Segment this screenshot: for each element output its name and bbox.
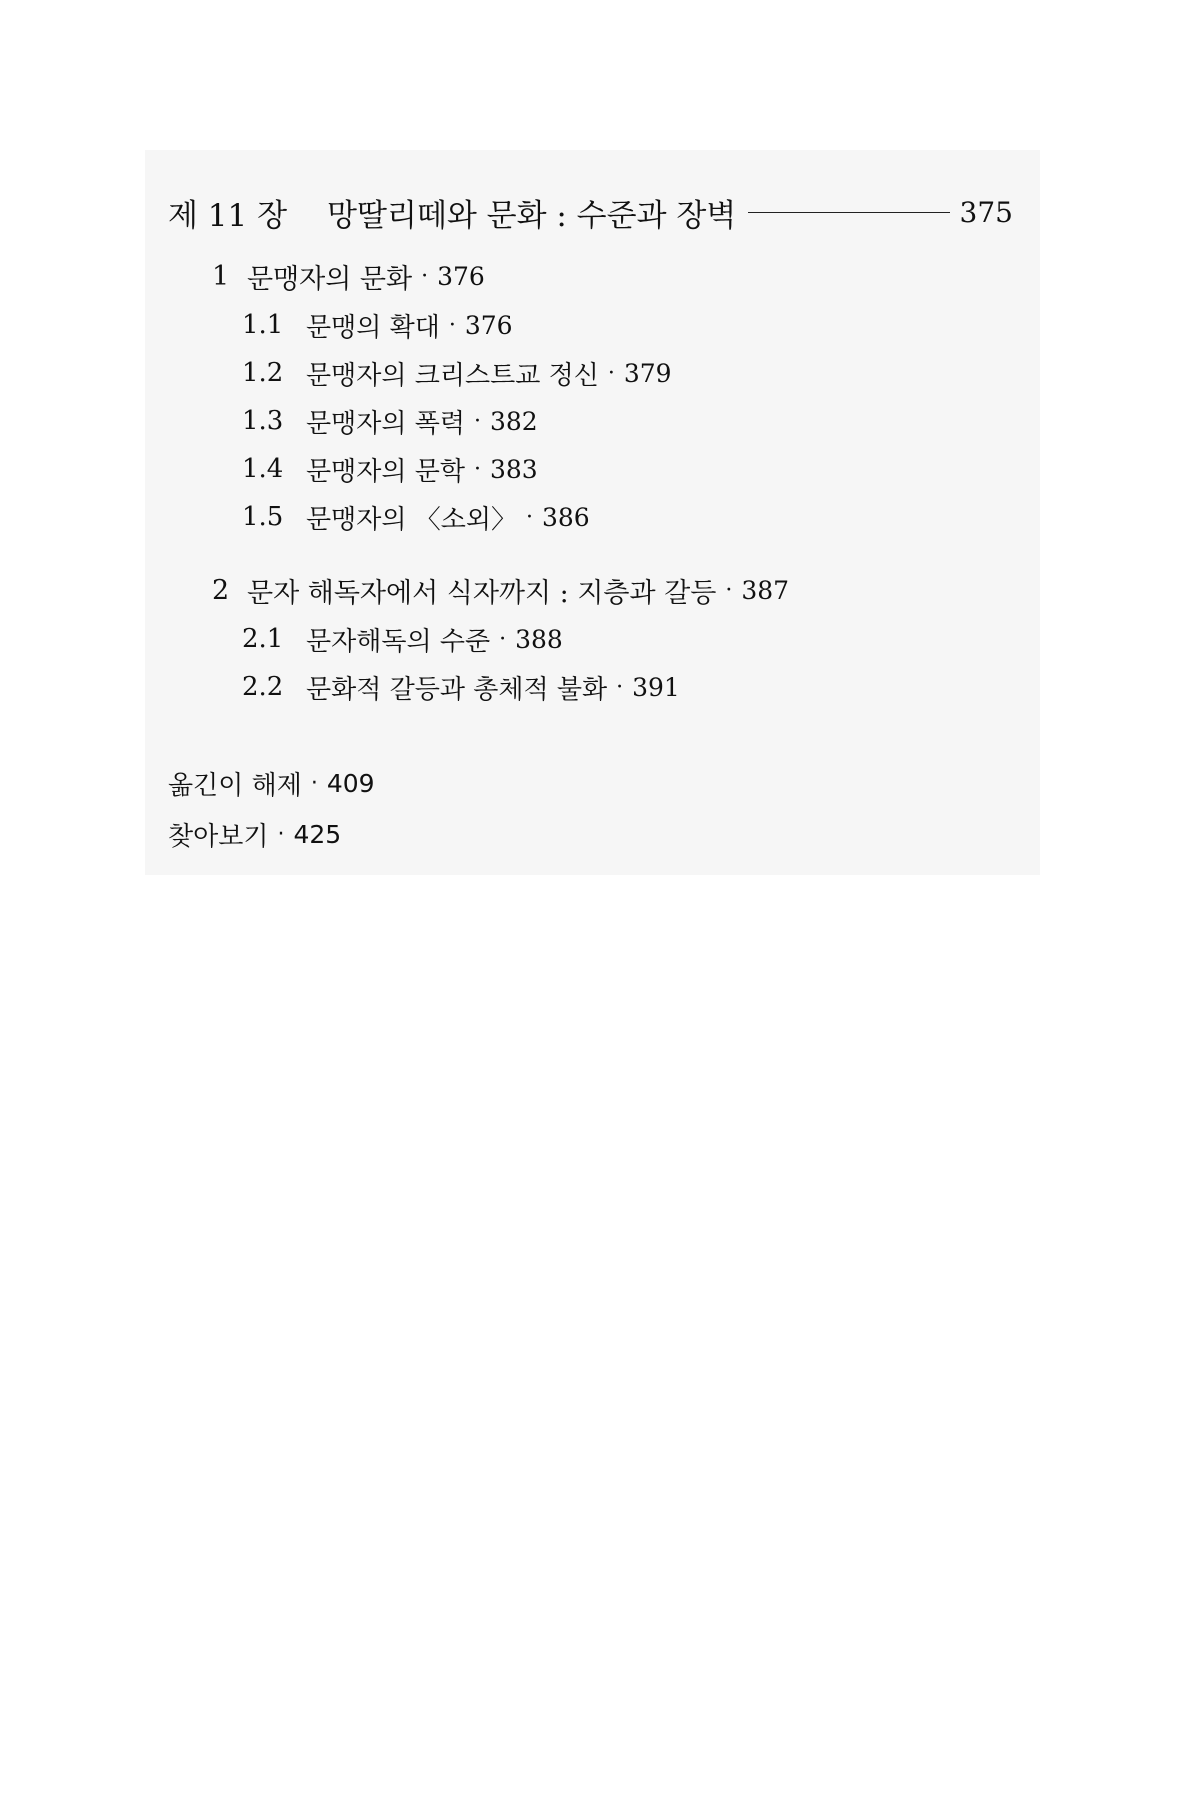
back-matter-page-number: 425 [293, 819, 342, 849]
toc-subsection-1-2[interactable] [242, 353, 672, 393]
subsection-title: 문맹자의 크리스트교 정신 [306, 360, 599, 391]
subsection-number: 2.1 [242, 624, 284, 654]
toc-subsection-2-2[interactable] [242, 667, 680, 707]
toc-translator-commentary[interactable] [168, 763, 375, 803]
subsection-page-number: 376 [464, 310, 513, 340]
chapter-number: 제 11 장 [168, 197, 288, 234]
section-number: 1 [212, 260, 230, 292]
subsection-number: 2.2 [242, 672, 284, 702]
dot-leader-line [748, 212, 949, 213]
subsection-title: 문자해독의 수준 [306, 626, 491, 657]
separator-dot: · [473, 456, 481, 482]
separator-dot: · [725, 577, 733, 603]
section-page-number: 376 [437, 261, 485, 291]
subsection-page-number: 386 [541, 502, 590, 532]
section-title: 문자 해독자에서 식자까지 : 지층과 갈등 [247, 577, 717, 609]
separator-dot: · [525, 504, 533, 530]
separator-dot: · [448, 312, 456, 338]
chapter-title: 망딸리떼와 문화 : 수준과 장벽 [327, 197, 737, 234]
subsection-page-number: 382 [489, 406, 538, 436]
separator-dot: · [421, 263, 429, 289]
subsection-number: 1.4 [242, 454, 284, 484]
subsection-title: 문맹의 확대 [306, 312, 440, 343]
chapter-heading[interactable] [168, 188, 1013, 236]
subsection-page-number: 383 [489, 454, 538, 484]
separator-dot: · [616, 674, 624, 700]
section-title: 문맹자의 문화 [247, 263, 413, 295]
section-page-number: 387 [741, 575, 790, 605]
separator-dot: · [473, 408, 481, 434]
section-number: 2 [212, 574, 230, 606]
subsection-number: 1.3 [242, 406, 284, 436]
toc-section-1[interactable] [212, 256, 485, 296]
toc-index[interactable] [168, 814, 341, 854]
back-matter-page-number: 409 [326, 768, 375, 798]
back-matter-title: 찾아보기 [168, 821, 269, 852]
chapter-page-number: 375 [959, 195, 1013, 229]
subsection-title: 문맹자의 문학 [306, 456, 465, 487]
subsection-number: 1.1 [242, 310, 284, 340]
subsection-page-number: 379 [623, 358, 672, 388]
subsection-title: 문맹자의 폭력 [306, 408, 465, 439]
separator-dot: · [499, 626, 507, 652]
subsection-page-number: 391 [632, 672, 680, 702]
toc-subsection-2-1[interactable] [242, 619, 563, 659]
subsection-title: 문맹자의 〈소외〉 [306, 504, 517, 535]
subsection-page-number: 388 [515, 624, 563, 654]
toc-section-2[interactable] [212, 570, 789, 610]
toc-subsection-1-1[interactable] [242, 305, 513, 345]
toc-subsection-1-3[interactable] [242, 401, 538, 441]
toc-subsection-1-5[interactable] [242, 497, 590, 537]
separator-dot: · [277, 821, 285, 847]
separator-dot: · [607, 360, 615, 386]
toc-subsection-1-4[interactable] [242, 449, 538, 489]
back-matter-title: 옮긴이 해제 [168, 770, 302, 801]
separator-dot: · [310, 770, 318, 796]
subsection-title: 문화적 갈등과 총체적 불화 [306, 674, 608, 705]
subsection-number: 1.2 [242, 358, 284, 388]
subsection-number: 1.5 [242, 502, 284, 532]
